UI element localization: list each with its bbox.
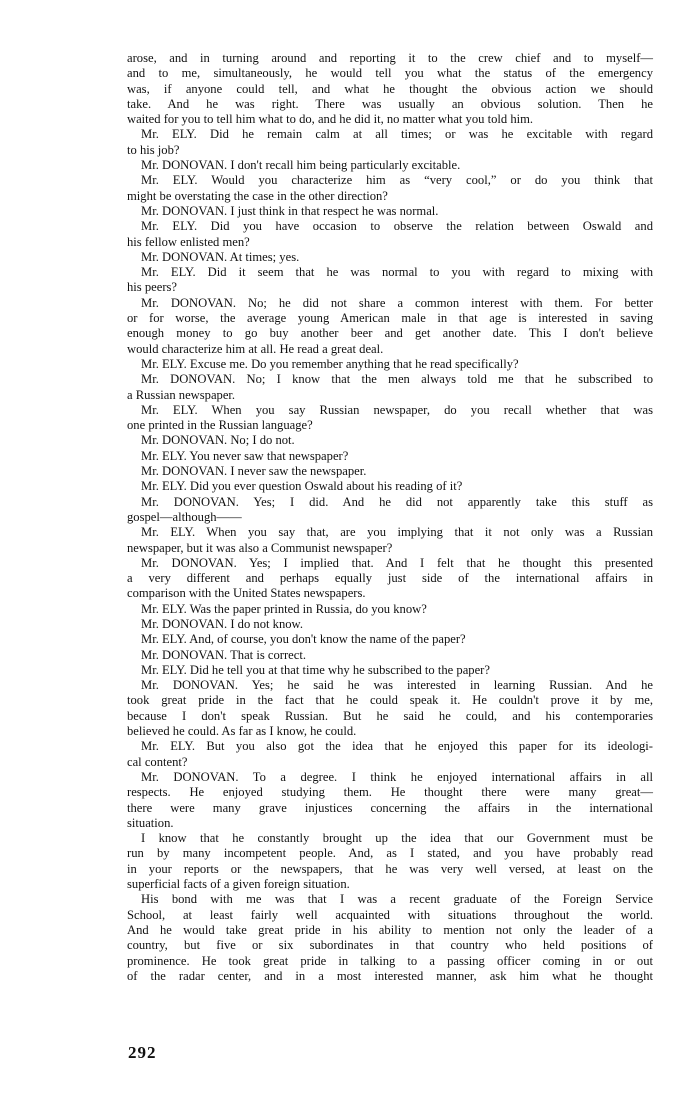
text-line: in your reports or the newspapers, that he was very well versed, at least on the [127, 861, 653, 876]
text-line: take. And he was right. There was usually an obvious solution. Then he [127, 96, 653, 111]
text-line: cal content? [127, 754, 188, 769]
text-line: enough money to go buy another beer and get another date. This I don't believe [127, 326, 653, 341]
text-line: comparison with the United States newspapers. [127, 586, 366, 601]
text-line: took great pride in the fact that he could speak it. He couldn't prove it by me, [127, 693, 653, 708]
text-line: gospel—although—— [127, 509, 242, 524]
text-line: Mr. ELY. You never saw that newspaper? [141, 448, 349, 463]
text-line: waited for you to tell him what to do, and he did it, no matter what you told him. [127, 112, 534, 127]
text-line: Mr. ELY. And, of course, you don't know the name of the paper? [141, 632, 466, 647]
text-line: was, if anyone could tell, and what he thought the obvious action we should [127, 81, 653, 96]
text-line: a Russian newspaper. [127, 387, 236, 402]
text-line: Mr. DONOVAN. No; I know that the men always told me that he subscribed to [141, 372, 653, 387]
text-line: Mr. ELY. Did he tell you at that time why he subscribed to the paper? [141, 662, 490, 677]
text-line: School, at least fairly well acquainted with situations throughout the world. [127, 907, 653, 922]
text-line: Mr. DONOVAN. Yes; he said he was interested in learning Russian. And he [141, 678, 653, 693]
text-line: his fellow enlisted men? [127, 234, 250, 249]
text-line: believed he could. As far as I know, he could. [127, 724, 357, 739]
text-line: superficial facts of a given foreign situation. [127, 877, 350, 892]
text-line: Mr. ELY. Excuse me. Do you remember anything that he read specifically? [141, 356, 519, 371]
text-line: prominence. He took great pride in talking to a passing officer coming in or out [127, 953, 653, 968]
text-line: to his job? [127, 142, 180, 157]
text-line: because I don't speak Russian. But he said he could, and his contemporaries [127, 708, 653, 723]
text-line: Mr. ELY. When you say that, are you implying that it not only was a Russian [141, 525, 653, 540]
text-line: Mr. ELY. Did you ever question Oswald about his reading of it? [141, 479, 463, 494]
text-line: Mr. ELY. Was the paper printed in Russia, do you know? [141, 601, 427, 616]
text-line: and to me, simultaneously, he would tell you what the status of the emergency [127, 66, 653, 81]
text-line: a very different and perhaps equally just side of the international affairs in [127, 571, 653, 586]
text-line: situation. [127, 815, 174, 830]
text-line: Mr. ELY. When you say Russian newspaper, do you recall whether that was [141, 402, 653, 417]
text-line: Mr. ELY. Did it seem that he was normal to you with regard to mixing with [141, 265, 653, 280]
text-line: Mr. ELY. Did he remain calm at all times; or was he excitable with regard [141, 127, 653, 142]
text-line: there were many grave injustices concerning the affairs in the international [127, 800, 653, 815]
text-line: Mr. DONOVAN. No; he did not share a common interest with them. For better [141, 295, 653, 310]
text-line: run by many incompetent people. And, as I stated, and you have probably read [127, 846, 653, 861]
text-line: Mr. DONOVAN. I never saw the newspaper. [141, 464, 367, 479]
text-line: newspaper, but it was also a Communist newspaper? [127, 540, 393, 555]
text-line: would characterize him at all. He read a great deal. [127, 341, 384, 356]
text-line: Mr. ELY. Would you characterize him as “very cool,” or do you think that [141, 173, 653, 188]
text-line: one printed in the Russian language? [127, 418, 313, 433]
page-body-text [127, 51, 653, 984]
text-line: or for worse, the average young American male in that age is interested in saving [127, 311, 653, 326]
text-line: Mr. DONOVAN. Yes; I did. And he did not apparently take this stuff as [141, 494, 653, 509]
text-line: Mr. DONOVAN. I do not know. [141, 616, 303, 631]
text-line: Mr. DONOVAN. I don't recall him being particularly excitable. [141, 158, 461, 173]
text-line: I know that he constantly brought up the idea that our Government must be [141, 831, 653, 846]
text-line: arose, and in turning around and reporting it to the crew chief and to myself— [127, 51, 653, 65]
text-line: might be overstating the case in the other direction? [127, 188, 388, 203]
text-line: Mr. ELY. Did you have occasion to observe the relation between Oswald and [141, 219, 653, 234]
text-line: Mr. DONOVAN. Yes; I implied that. And I felt that he thought this presented [141, 555, 653, 570]
text-line: Mr. DONOVAN. At times; yes. [141, 249, 300, 264]
page-number: 292 [128, 1043, 157, 1062]
text-line: His bond with me was that I was a recent graduate of the Foreign Service [141, 892, 653, 907]
text-line: of the radar center, and in a most interested manner, ask him what he thought [127, 968, 653, 983]
text-line: his peers? [127, 280, 178, 295]
text-line: Mr. DONOVAN. No; I do not. [141, 433, 295, 448]
text-line: Mr. DONOVAN. To a degree. I think he enjoyed international affairs in all [141, 769, 653, 784]
text-line: Mr. DONOVAN. That is correct. [141, 647, 306, 662]
text-line: respects. He enjoyed studying them. He thought there were many great— [127, 785, 653, 800]
text-line: Mr. ELY. But you also got the idea that he enjoyed this paper for its ideologi- [141, 739, 653, 754]
text-line: Mr. DONOVAN. I just think in that respect he was normal. [141, 203, 439, 218]
text-line: And he would take great pride in his ability to mention not only the leader of a [127, 922, 653, 937]
text-line: country, but five or six subordinates in that country who held positions of [127, 938, 653, 953]
